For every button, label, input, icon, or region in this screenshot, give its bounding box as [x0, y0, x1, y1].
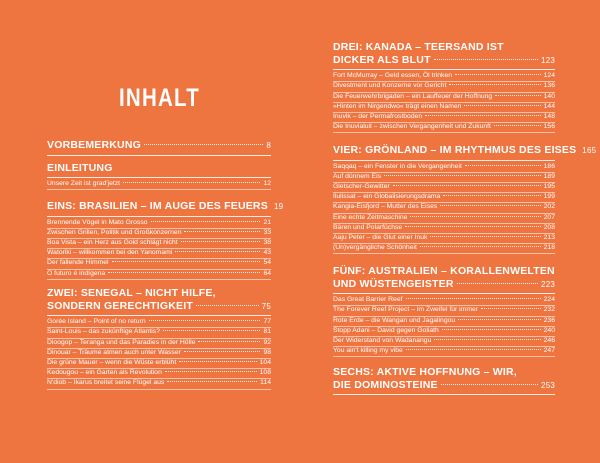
toc-entry[interactable] — [333, 82, 555, 92]
chapter-title: UND WÜSTENGEISTER — [333, 277, 454, 290]
toc-entry[interactable] — [47, 359, 271, 369]
entry-title: Saint-Louis – das zukünftige Atlantis? — [47, 328, 160, 336]
entry-title: Das Great Barrier Reef — [333, 296, 403, 304]
entry-title: Stopp Adani – David gegen Goliath — [333, 326, 439, 334]
entry-title: Zwischen Grillen, Politik und Großkonzernen — [47, 228, 182, 236]
toc-entry[interactable] — [47, 270, 271, 280]
entry-page-number: 213 — [543, 233, 555, 241]
toc-entry[interactable] — [47, 379, 271, 389]
entry-page-number: 136 — [543, 82, 555, 90]
chapter-page-number: 253 — [541, 380, 555, 390]
entry-page-number: 208 — [543, 223, 555, 231]
entry-title: »Hinten im Nirgendwo« trägt einen Namen — [333, 102, 462, 110]
toc-entry[interactable] — [47, 229, 271, 239]
chapter-heading-line — [333, 366, 555, 379]
entry-page-number: 21 — [263, 218, 271, 226]
dot-leader — [458, 319, 540, 320]
entry-title: O futuro é indígena — [47, 269, 106, 277]
toc-entry[interactable] — [333, 244, 555, 254]
chapter-rule — [333, 160, 555, 161]
chapter-title: FÜNF: AUSTRALIEN – KORALLENWELTEN — [333, 265, 555, 277]
toc-chapter — [333, 265, 555, 357]
dot-leader — [165, 371, 257, 372]
entry-page-number: 108 — [259, 369, 271, 377]
toc-entry[interactable] — [47, 339, 271, 349]
chapter-rule — [47, 315, 271, 316]
entry-page-number: 202 — [543, 203, 555, 211]
toc-entry[interactable] — [333, 93, 555, 103]
toc-chapter — [47, 139, 271, 158]
dot-leader — [198, 341, 260, 342]
dot-leader — [440, 205, 540, 206]
entry-title: (Un)vergängliche Schönheit — [333, 244, 417, 252]
toc-entry[interactable] — [47, 219, 271, 229]
toc-entry[interactable] — [333, 103, 555, 113]
chapter-heading-line — [333, 379, 555, 393]
toc-entry[interactable] — [47, 259, 271, 269]
dot-leader — [406, 349, 541, 350]
entry-page-number: 247 — [543, 347, 555, 355]
entry-page-number: 186 — [543, 162, 555, 170]
dot-leader — [196, 305, 259, 306]
entry-page-number: 240 — [543, 326, 555, 334]
entry-page-number: 114 — [260, 379, 271, 387]
dot-leader — [123, 182, 260, 183]
toc-entry[interactable] — [333, 296, 555, 306]
toc-chapter — [47, 200, 284, 280]
chapter-title: VORBEMERKUNG — [47, 139, 141, 151]
chapter-rule — [333, 293, 555, 294]
toc-entry[interactable] — [47, 328, 271, 338]
chapter-title: SONDERN GERECHTIGKEIT — [47, 299, 193, 312]
chapter-title: DIE DOMINOSTEINE — [333, 378, 438, 391]
toc-entry[interactable] — [333, 163, 555, 173]
toc-entry[interactable] — [333, 327, 555, 337]
chapter-heading-line — [333, 54, 555, 68]
chapter-heading[interactable] — [47, 287, 271, 313]
chapter-title: DICKER ALS BLUT — [333, 53, 431, 66]
entry-page-number: 33 — [263, 228, 271, 236]
dot-leader — [163, 330, 260, 331]
chapter-title: DREI: KANADA – TEERSAND IST — [333, 41, 504, 53]
entry-title: N'diob – Ikarus breitet seine Flügel aus — [47, 379, 165, 387]
entry-title: Der fallende Himmel — [47, 259, 109, 267]
chapter-title: SECHS: AKTIVE HOFFNUNG – WIR, — [333, 366, 517, 378]
entry-page-number: 232 — [543, 306, 555, 314]
toc-entry[interactable] — [47, 349, 271, 359]
chapter-heading[interactable] — [333, 265, 555, 291]
dot-leader — [384, 175, 541, 176]
chapter-heading[interactable] — [333, 41, 555, 67]
dot-leader — [179, 361, 256, 362]
toc-chapter — [333, 366, 555, 397]
chapter-page-number: 165 — [582, 146, 597, 155]
chapter-heading-line — [47, 200, 284, 214]
entry-title: Dinouar – Träume atmen auch unter Wasser — [47, 348, 181, 356]
entry-title: Brennende Vögel in Mato Grosso — [47, 218, 148, 226]
chapter-heading-line — [333, 144, 597, 158]
dot-leader — [175, 251, 260, 252]
chapter-rule — [47, 177, 271, 178]
chapter-heading[interactable] — [47, 139, 271, 153]
toc-entry[interactable] — [333, 173, 555, 183]
entry-title: Rote Erde – die Wangan und Jagalingou — [333, 316, 456, 324]
entry-title: Inuvik – der Permafrostboden — [333, 112, 423, 120]
toc-entry[interactable] — [333, 347, 555, 357]
entry-title: Die Feuerwehrbrigaden – ein Lauffeuer der Hoffnung — [333, 92, 493, 100]
chapter-heading[interactable] — [47, 162, 271, 175]
chapter-heading-line — [333, 265, 555, 278]
toc-chapter — [47, 162, 271, 190]
entry-title: Gletscher-Gewitter — [333, 182, 390, 190]
chapter-page-number: 223 — [541, 279, 555, 289]
dot-leader — [406, 298, 541, 299]
dot-leader — [167, 381, 257, 382]
entry-title: Fort McMurray – Geld essen, Öl trinken — [333, 72, 452, 80]
entry-page-number: 199 — [543, 193, 555, 201]
dot-leader — [455, 74, 541, 75]
entry-title: Auf dünnem Eis — [333, 172, 381, 180]
entry-page-number: 207 — [543, 213, 555, 221]
dot-leader — [184, 231, 260, 232]
entry-page-number: 195 — [543, 182, 555, 190]
chapter-title: EINS: BRASILIEN – IM AUGE DES FEUERS — [47, 200, 268, 212]
entry-page-number: 77 — [263, 318, 271, 326]
entry-page-number: 92 — [263, 338, 271, 346]
chapter-heading-line — [333, 278, 555, 292]
chapter-title: EINLEITUNG — [47, 162, 113, 174]
chapter-title: ZWEI: SENEGAL – NICHT HILFE, — [47, 287, 216, 299]
entry-page-number: 144 — [543, 102, 555, 110]
toc-entry[interactable] — [333, 203, 555, 213]
chapter-heading-line — [47, 300, 271, 314]
entry-title: Divestment und Konzerne vor Gericht — [333, 82, 447, 90]
entry-page-number: 124 — [543, 72, 555, 80]
entry-title: Boa Vista – ein Herz aus Gold schlägt nicht — [47, 238, 178, 246]
toc-chapter — [333, 41, 555, 133]
chapter-heading[interactable] — [333, 366, 555, 392]
toc-entry[interactable] — [47, 180, 271, 190]
dot-leader — [441, 384, 538, 385]
toc-entry[interactable] — [333, 234, 555, 244]
entry-title: Bären und Polarfüchse — [333, 223, 403, 231]
dot-leader — [184, 351, 261, 352]
toc-entry[interactable] — [333, 123, 555, 133]
dot-leader — [405, 226, 541, 227]
dot-leader — [420, 246, 541, 247]
toc-chapter — [333, 144, 597, 254]
chapter-title: VIER: GRÖNLAND – IM RHYTHMUS DES EISES — [333, 144, 577, 156]
chapter-page-number: 75 — [261, 301, 271, 311]
entry-page-number: 81 — [263, 328, 271, 336]
entry-page-number: 64 — [263, 269, 271, 277]
page-title: INHALT — [119, 84, 201, 112]
toc-entry[interactable] — [333, 306, 555, 316]
entry-page-number: 218 — [543, 244, 555, 252]
dot-leader — [430, 236, 540, 237]
entry-page-number: 140 — [543, 92, 555, 100]
toc-chapter — [47, 287, 271, 390]
toc-entry[interactable] — [333, 193, 555, 203]
dot-leader — [434, 59, 538, 60]
toc-entry[interactable] — [333, 72, 555, 82]
entry-title: The Forever Reef Project – im Zweifel für immer — [333, 306, 479, 314]
dot-leader — [442, 329, 541, 330]
entry-title: Die Inuvialuit – zwischen Vergangenheit und Zukunft — [333, 123, 491, 131]
entry-page-number: 54 — [263, 259, 271, 267]
chapter-rule — [47, 216, 271, 217]
chapter-rule — [333, 69, 555, 70]
toc-entry[interactable] — [333, 317, 555, 327]
entry-title: Die grüne Mauer – wenn die Wüste erblüht — [47, 358, 177, 366]
dot-leader — [457, 283, 538, 284]
dot-leader — [434, 339, 540, 340]
dot-leader — [495, 95, 540, 96]
chapter-heading-line — [47, 162, 271, 175]
chapter-rule — [333, 394, 555, 395]
chapter-page-number: 123 — [541, 55, 555, 65]
dot-leader — [449, 84, 540, 85]
toc-entry[interactable] — [333, 224, 555, 234]
dot-leader — [443, 195, 540, 196]
toc-entry[interactable] — [47, 318, 271, 328]
toc-entry[interactable] — [47, 239, 271, 249]
toc-entry[interactable] — [47, 369, 271, 379]
chapter-heading-line — [47, 139, 271, 153]
entry-title: Eine echte Zeitmaschine — [333, 213, 408, 221]
dot-leader — [112, 261, 261, 262]
entry-title: Kedougou – ein Garten als Revolution — [47, 369, 162, 377]
dot-leader — [181, 241, 261, 242]
entry-page-number: 43 — [263, 249, 271, 257]
entry-title: Der Widerstand von Wadanangu — [333, 336, 432, 344]
chapter-heading[interactable] — [333, 144, 597, 158]
toc-entry[interactable] — [333, 113, 555, 123]
dot-leader — [481, 308, 541, 309]
toc-entry[interactable] — [333, 214, 555, 224]
entry-title: Saqqaq – ein Fenster in die Vergangenheit — [333, 162, 462, 170]
entry-title: Ilulissat – ein Globalisierungsdrama — [333, 193, 441, 201]
chapter-heading[interactable] — [47, 200, 284, 214]
entry-page-number: 98 — [263, 348, 271, 356]
entry-page-number: 236 — [543, 316, 555, 324]
entry-title: Unsere Zeit ist grad'jetzt — [47, 179, 121, 187]
entry-title: You ain't killing my vibe — [333, 347, 403, 355]
dot-leader — [144, 144, 263, 145]
entry-page-number: 189 — [543, 172, 555, 180]
dot-leader — [151, 221, 261, 222]
dot-leader — [425, 115, 540, 116]
entry-page-number: 148 — [543, 112, 555, 120]
dot-leader — [410, 216, 540, 217]
entry-title: Aaju Peter – die Glut einer Inuk — [333, 233, 428, 241]
entry-page-number: 104 — [259, 358, 271, 366]
dot-leader — [393, 185, 541, 186]
dot-leader — [149, 320, 261, 321]
entry-title: Watoriki – willkommen bei den Yanomami — [47, 249, 173, 257]
chapter-rule — [47, 155, 271, 156]
dot-leader — [464, 105, 540, 106]
entry-page-number: 156 — [543, 123, 555, 131]
entry-page-number: 224 — [543, 296, 555, 304]
chapter-page-number: 19 — [273, 202, 284, 211]
toc-entry[interactable] — [333, 337, 555, 347]
entry-title: Gorée Island – Point of no return — [47, 318, 146, 326]
dot-leader — [108, 272, 260, 273]
entry-page-number: 12 — [263, 179, 271, 187]
dot-leader — [465, 165, 541, 166]
toc-entry[interactable] — [333, 183, 555, 193]
chapter-heading-line — [47, 287, 271, 300]
entry-page-number: 38 — [263, 238, 271, 246]
chapter-heading-line — [333, 41, 555, 54]
toc-entry[interactable] — [47, 249, 271, 259]
dot-leader — [494, 125, 541, 126]
entry-title: Dioogop – Teranga und das Paradies in der Hölle — [47, 338, 196, 346]
entry-title: Kangia-Eisfjord – Mutter des Eises — [333, 203, 438, 211]
chapter-page-number: 8 — [266, 141, 271, 150]
entry-page-number: 246 — [543, 336, 555, 344]
